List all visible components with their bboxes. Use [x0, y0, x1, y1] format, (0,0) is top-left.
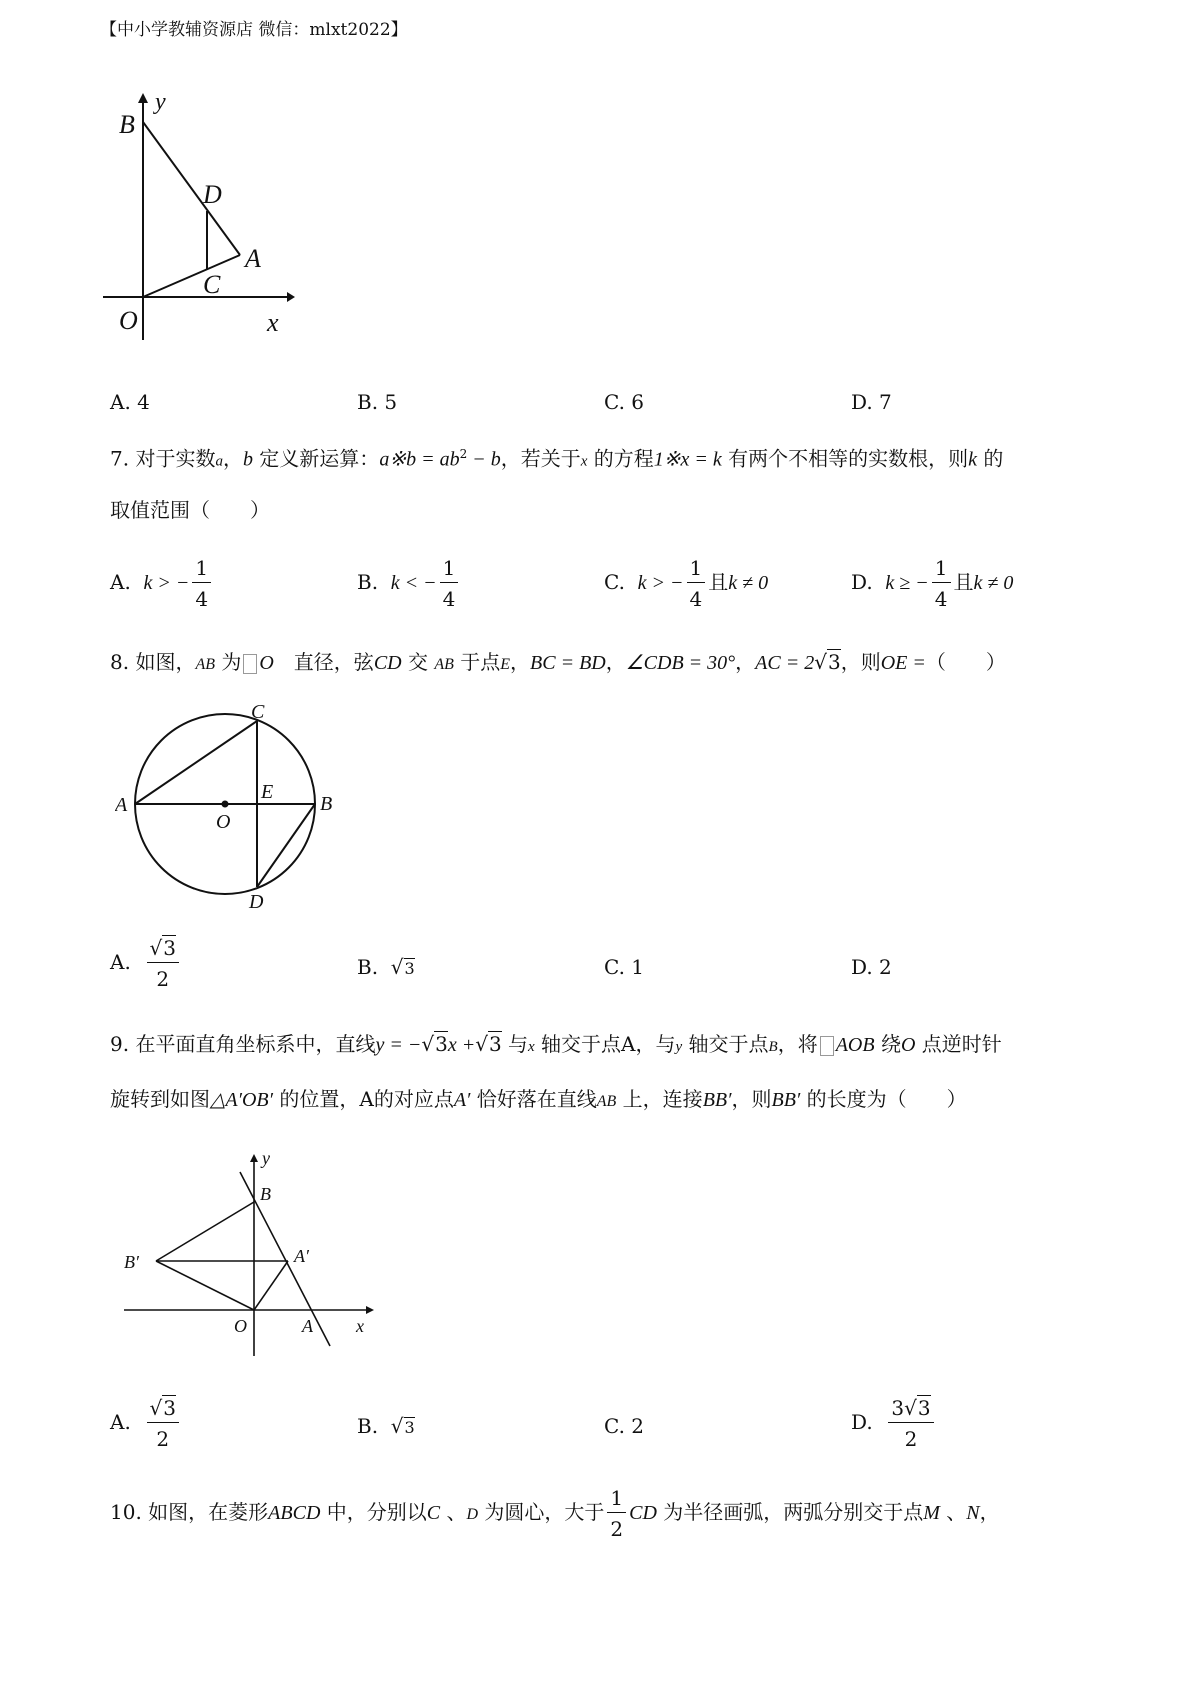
missing-glyph	[243, 654, 257, 674]
q10-stem: 10. 如图，在菱形ABCD 中，分别以C 、D 为圆心，大于 $\frac{1}{2}$ CD 为半径画弧，两弧分别交于点M 、N，	[110, 1486, 1000, 1541]
label-B: B	[320, 793, 333, 815]
q6-figure	[95, 85, 305, 355]
page-header: 【中小学教辅资源店 微信：mlxt2022】	[100, 20, 408, 40]
q8-option-a: A. $\frac{√3}{2}$	[110, 938, 182, 989]
q8-figure	[115, 700, 345, 910]
q9-option-a: A. $\frac{√3}{2}$	[110, 1398, 182, 1449]
label-A: A	[115, 794, 128, 816]
q6-option-b: B. 5	[357, 390, 398, 414]
label-B: B	[260, 1184, 271, 1204]
q9-stem-line2: 旋转到如图△A′OB′ 的位置，A的对应点A′ 恰好落在直线AB 上，连接BB′，则BB′ 的长度为（ ）	[110, 1087, 967, 1111]
label-D: D	[203, 180, 222, 209]
segment-DB	[257, 804, 315, 887]
missing-glyph	[820, 1036, 834, 1056]
label-A: A	[302, 1316, 313, 1336]
center-dot	[222, 801, 229, 808]
q8-option-c: C. 1	[604, 955, 645, 979]
label-B: B	[119, 110, 135, 139]
segment-BpO	[156, 1261, 254, 1310]
segment-OAp	[254, 1261, 288, 1310]
label-Bp: B′	[124, 1252, 139, 1272]
segment-AC	[135, 721, 257, 804]
label-O: O	[234, 1316, 247, 1336]
q9-option-b: B. √3	[357, 1414, 415, 1438]
label-D: D	[249, 891, 264, 910]
q7-option-c: C. k > − $\frac{1}{4}$ 且k ≠ 0	[604, 556, 769, 611]
label-C: C	[251, 701, 265, 723]
segment-BpB	[156, 1202, 254, 1261]
label-E: E	[261, 781, 274, 803]
q9-stem-line1: 9. 在平面直角坐标系中，直线y = −√3x +√3 与x 轴交于点A，与y 轴交于点B，将 AOB 绕O 点逆时针	[110, 1032, 1002, 1056]
label-y: y	[262, 1150, 270, 1168]
segment-BA	[143, 122, 240, 255]
q8-option-b: B. √3	[357, 955, 415, 979]
q6-option-c: C. 6	[604, 390, 645, 414]
q6-option-a: A. 4	[110, 390, 150, 414]
label-x: x	[356, 1316, 364, 1336]
q7-stem-line2: 取值范围（ ）	[110, 498, 270, 522]
q7-option-d: D. k ≥ − $\frac{1}{4}$ 且k ≠ 0	[851, 556, 1014, 611]
q7-stem-line1: 7. 对于实数a，b 定义新运算：a※b = $ab^2 - b$，若关于x 的方程1※x = k 有两个不相等的实数根，则k 的	[110, 446, 1004, 471]
label-Ap: A′	[294, 1246, 309, 1266]
q8-option-d: D. 2	[851, 955, 892, 979]
label-O: O	[216, 811, 231, 833]
q7-option-b: B. k < − $\frac{1}{4}$	[357, 558, 461, 609]
label-C: C	[203, 270, 221, 299]
q9-option-c: C. 2	[604, 1414, 645, 1438]
label-y: y	[155, 89, 166, 115]
q9-option-d: D. $\frac{3√3}{2}$	[851, 1398, 937, 1449]
q7-option-a: A. k > − $\frac{1}{4}$	[110, 558, 214, 609]
segment-OA	[143, 255, 240, 297]
label-x: x	[267, 308, 279, 337]
label-A: A	[245, 244, 261, 273]
label-O: O	[119, 306, 138, 335]
q9-figure	[120, 1150, 380, 1360]
q8-stem: 8. 如图，AB 为 O 直径，弦CD 交 AB 于点E，BC = BD，∠CDB = 30°，AC = 2√3，则OE =（ ）	[110, 650, 1006, 674]
q6-option-d: D. 7	[851, 390, 892, 414]
